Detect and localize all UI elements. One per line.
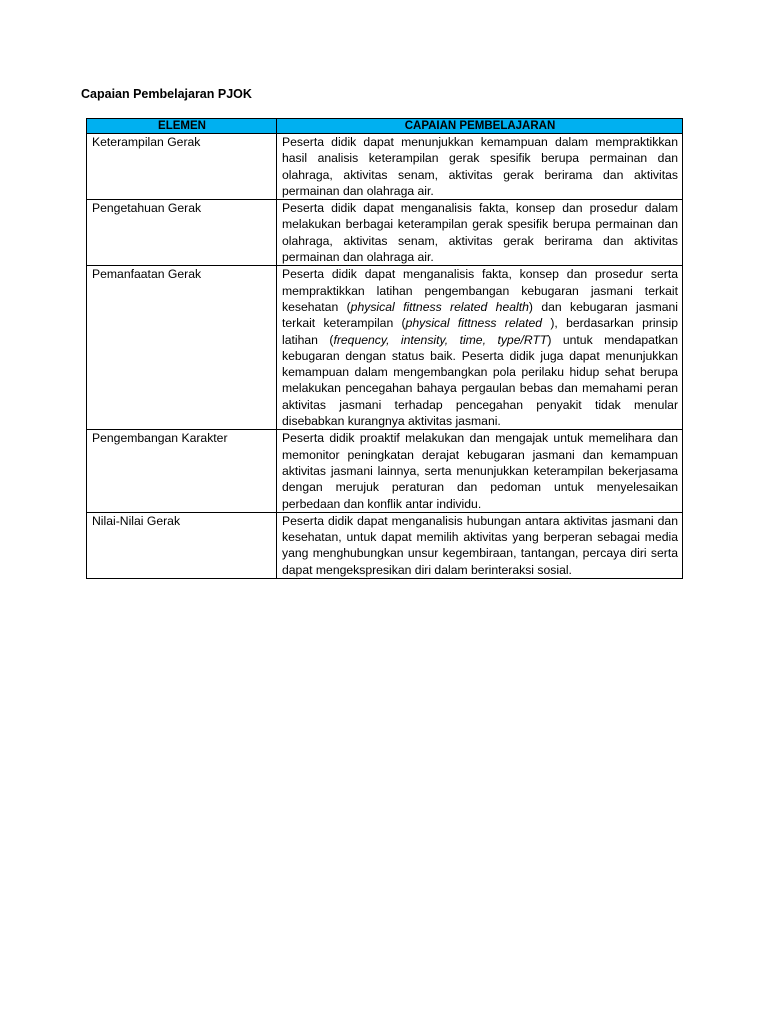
desc-italic-text: time	[459, 332, 483, 347]
desc-italic-text: frequency	[333, 332, 387, 347]
row-description	[277, 266, 683, 430]
desc-italic-text: ,	[386, 332, 401, 347]
desc-text: Peserta didik dapat menganalisis fakta, konsep dan prosedur serta mempraktikkan latihan pengembangan kebugaran jasmani terkait kesehatan (	[282, 267, 678, 314]
desc-italic-text: physical fittness related	[405, 316, 543, 331]
table-row	[87, 512, 683, 578]
header-capaian: CAPAIAN PEMBELAJARAN	[277, 119, 683, 134]
row-description: Peserta didik dapat menganalisis hubungan antara aktivitas jasmani dan kesehatan, untuk dapat memilih aktivitas yang berperan sebagai media yang menghubungkan unsur kegembiraan, tantangan, percaya diri serta dapat mengekspresikan diri dalam berinteraksi sosial.	[277, 512, 683, 578]
row-element: Nilai-Nilai Gerak	[87, 512, 277, 578]
table-row	[87, 266, 683, 430]
table-row	[87, 430, 683, 512]
row-element: Pengembangan Karakter	[87, 430, 277, 512]
header-elemen: ELEMEN	[87, 119, 277, 134]
document-title: Capaian Pembelajaran PJOK	[81, 87, 252, 101]
desc-italic-text: type/RTT	[497, 332, 548, 347]
desc-italic-text: ,	[482, 332, 498, 347]
desc-italic-text: physical fittness related health	[350, 299, 529, 314]
desc-text: ) untuk mendapatkan kebugaran dengan status baik. Peserta didik juga dapat menunjukkan kemampuan dalam mengembangkan pola perilaku hidup sehat berupa melakukan pencegahan bahaya pergaulan bebas dan memahami peran aktivitas jasmani terhadap pencegahan penyakit tidak menular disebabkan kurangnya aktivitas jasmani.	[282, 332, 678, 429]
row-element: Keterampilan Gerak	[87, 134, 277, 200]
row-description: Peserta didik dapat menunjukkan kemampuan dalam mempraktikkan hasil analisis keterampilan gerak spesifik berupa permainan dan olahraga, aktivitas senam, aktivitas gerak berirama dan aktivitas permainan dan olahraga air.	[277, 134, 683, 200]
table-row	[87, 200, 683, 266]
row-description: Peserta didik proaktif melakukan dan mengajak untuk memelihara dan memonitor peningkatan derajat kebugaran jasmani dan kemampuan aktivitas jasmani lainnya, serta menunjukkan keterampilan bekerjasama dengan merujuk peraturan dan pedoman untuk menyelesaikan perbedaan dan konflik antar individu.	[277, 430, 683, 512]
capaian-table	[86, 118, 683, 579]
desc-italic-text: intensity	[400, 332, 445, 347]
table-header-row	[87, 119, 683, 134]
row-element: Pengetahuan Gerak	[87, 200, 277, 266]
desc-italic-text: ,	[444, 332, 460, 347]
desc-text: ), berdasarkan prinsip latihan (	[282, 316, 678, 347]
table-row	[87, 134, 683, 200]
row-description: Peserta didik dapat menganalisis fakta, konsep dan prosedur dalam melakukan berbagai keterampilan gerak spesifik berupa permainan dan olahraga, aktivitas senam, aktivitas gerak berirama dan aktivitas permainan dan olahraga air.	[277, 200, 683, 266]
row-element: Pemanfaatan Gerak	[87, 266, 277, 430]
desc-text: ) dan kebugaran jasmani terkait keterampilan (	[282, 299, 678, 331]
